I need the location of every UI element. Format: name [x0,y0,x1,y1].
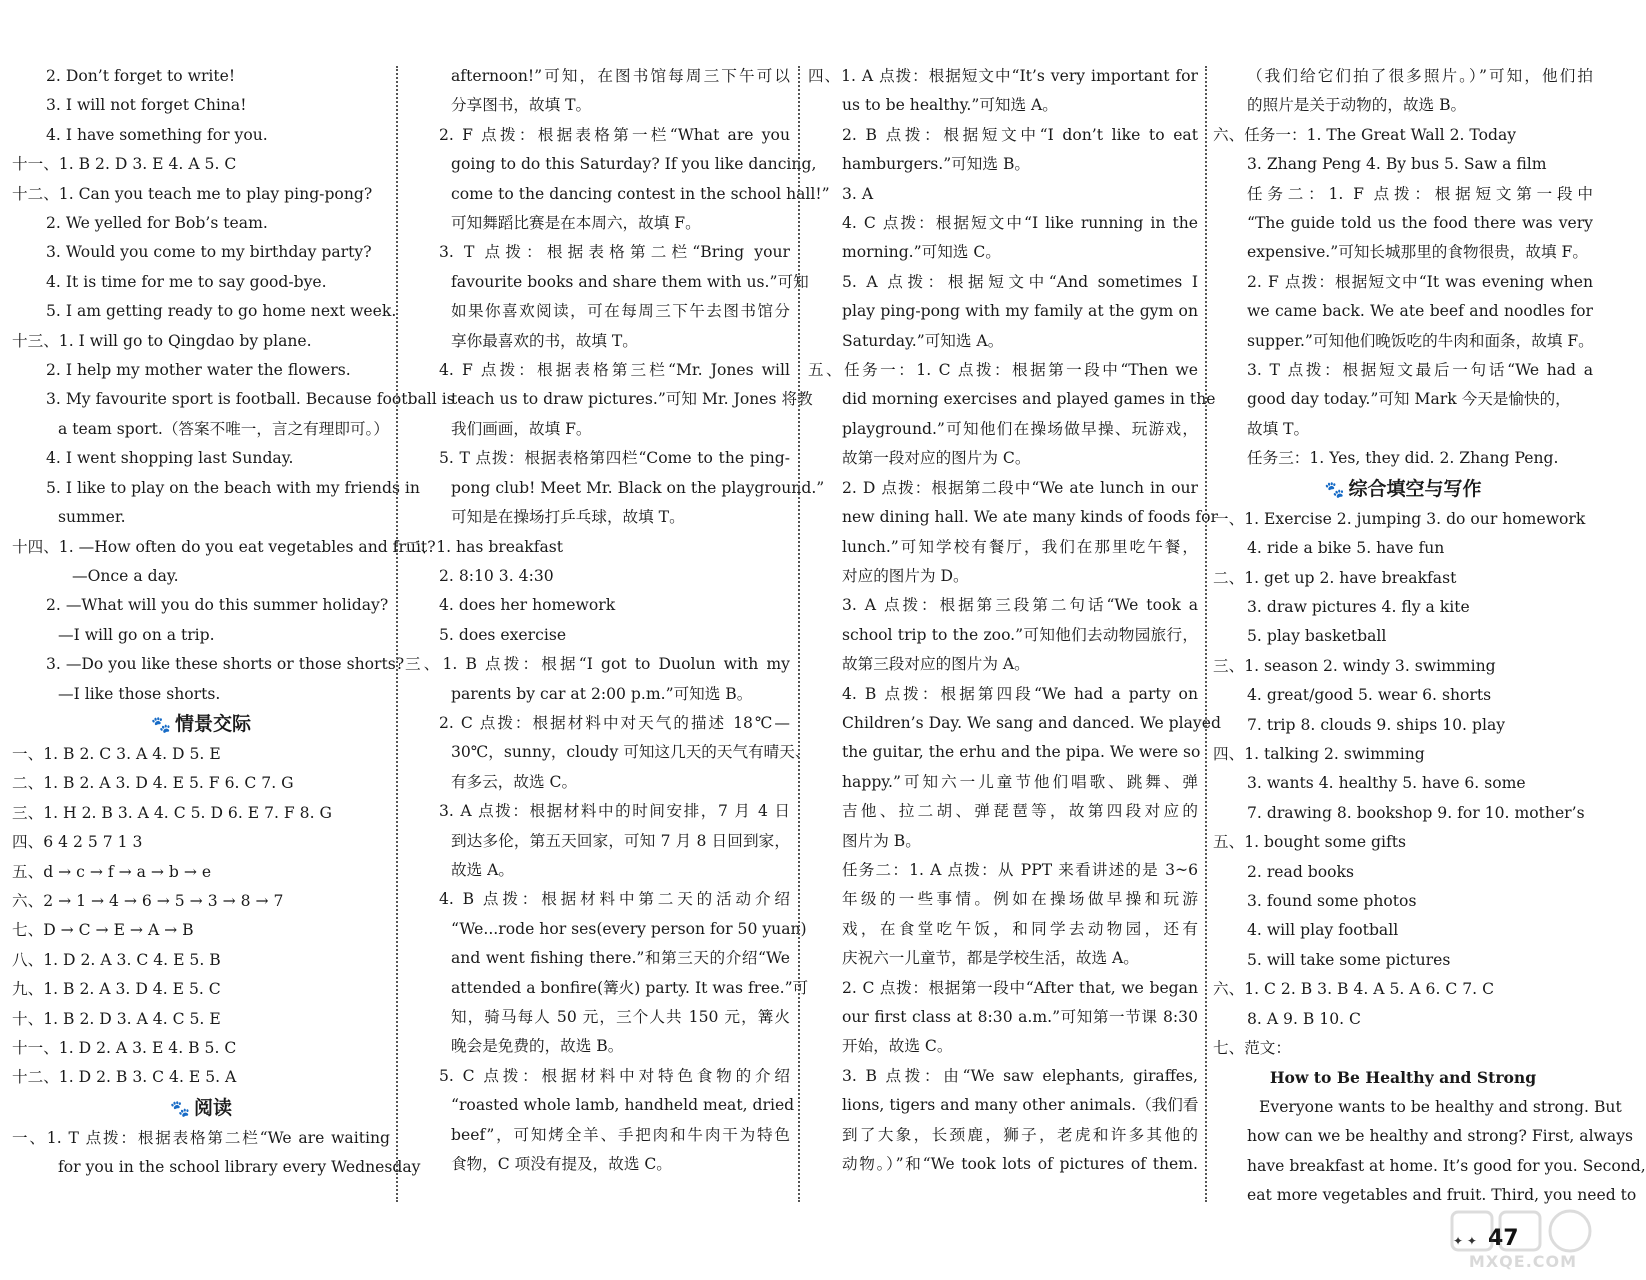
answer-line: happy.”可知六一儿童节他们唱歌、跳舞、弹 [842,772,1198,791]
answer-line: （我们给它们拍了很多照片。）”可知，他们拍 [1247,67,1593,85]
answer-line: 有多云，故选 C。 [451,772,578,791]
watermark-text: MXQE.COM [1468,1252,1578,1271]
answer-line: pong club! Meet Mr. Black on the playground.” [451,478,825,497]
answer-line: 四、6 4 2 5 7 1 3 [12,833,143,852]
answer-line: 知，骑马每人 50 元，三个人共 150 元，篝火 [451,1008,790,1026]
watermark-logo [1448,1208,1598,1276]
paw-icon: 🐾 [170,1098,190,1118]
answer-line: “We...rode hor ses(every person for 50 yuan) [451,919,807,938]
answer-line: 2. —What will you do this summer holiday? [46,596,389,615]
answer-line: 一、1. B 2. C 3. A 4. D 5. E [12,744,221,763]
answer-line: playground.”可知他们在操场做早操、玩游戏， [842,419,1198,438]
answer-line: 2. D 点拨：根据第二段中“We ate lunch in our [842,478,1198,497]
answer-line: Everyone wants to be healthy and strong. But [1259,1097,1622,1116]
answer-line: 2. C 点拨：根据材料中对天气的描述 18℃— [439,713,790,732]
answer-line: 3. T 点拨：根据表格第二栏“Bring your [439,243,790,262]
answer-line: 4. will play football [1247,921,1399,940]
answer-line: —I will go on a trip. [58,625,215,644]
answer-line: 3. A 点拨：根据材料中的时间安排，7 月 4 日 [439,802,790,821]
answer-line: morning.”可知选 C。 [842,243,1001,262]
answer-line: 3. found some photos [1247,891,1417,910]
answer-line: 故填 T。 [1247,419,1310,438]
section-heading-label: 综合填空与写作 [1348,477,1482,500]
answer-line: 十四、1. —How often do you eat vegetables and fruit? [12,537,436,556]
answer-line: —Once a day. [72,566,179,585]
answer-line: 三、1. B 点拨：根据“I got to Duolun with my [405,655,790,674]
answer-line: 故第一段对应的图片为 C。 [842,449,1031,468]
answer-line: attended a bonfire(篝火) party. It was free.”可 [451,978,809,997]
answer-line: 2. Don’t forget to write! [46,67,236,85]
answer-line: 3. T 点拨：根据短文最后一句话“We had a [1247,361,1593,380]
answer-line: 我们画画，故填 F。 [451,419,592,438]
answer-line: Children’s Day. We sang and danced. We played [842,713,1221,732]
answer-line: favourite books and share them with us.”可知 [451,272,809,291]
answer-line: for you in the school library every Wednesday [58,1158,421,1177]
section-heading [12,709,390,740]
answer-line: 十一、1. B 2. D 3. E 4. A 5. C [12,155,237,174]
answer-line: 3. My favourite sport is football. Because football is [46,390,455,409]
column-3 [808,62,1221,1202]
answer-line: 十二、1. D 2. B 3. C 4. E 5. A [12,1068,237,1087]
answer-line: 故第三段对应的图片为 A。 [842,655,1030,674]
answer-line: 5. I am getting ready to go home next week. [46,302,397,321]
answer-line: 2. We yelled for Bob’s team. [46,214,268,233]
answer-line: —I like those shorts. [58,684,221,703]
answer-line: 3. I will not forget China! [46,96,247,115]
answer-line: play ping-pong with my family at the gym on [842,302,1198,321]
section-heading [12,1093,390,1124]
answer-line: 五、d → c → f → a → b → e [12,862,212,881]
answer-line: 四、1. talking 2. swimming [1213,744,1425,763]
answer-line: 4. B 点拨：根据第四段“We had a party on [842,684,1198,703]
answer-line: 3. —Do you like these shorts or those shorts? [46,655,405,674]
answer-line: our first class at 8:30 a.m.”可知第一节课 8:30 [842,1008,1198,1026]
answer-line: 二、1. get up 2. have breakfast [1213,568,1457,587]
answer-line: 戏，在食堂吃午饭，和同学去动物园，还有 [842,919,1198,938]
answer-line: 2. 8:10 3. 4:30 [439,566,554,585]
answer-line: 可知舞蹈比赛是在本周六，故填 F。 [451,214,701,233]
answer-line: 九、1. B 2. A 3. D 4. E 5. C [12,980,221,999]
answer-line: 到了大象，长颈鹿，狮子，老虎和许多其他的 [842,1125,1198,1144]
answer-line: 5. I like to play on the beach with my friends in [46,478,420,497]
answer-line: 5. will take some pictures [1247,950,1451,969]
answer-line: 2. read books [1247,862,1354,881]
answer-line: 3. draw pictures 4. fly a kite [1247,597,1470,616]
answer-line: 七、D → C → E → A → B [12,921,194,940]
column-2 [405,62,830,1202]
section-heading [1213,474,1593,505]
answer-line: we came back. We ate beef and noodles for [1247,302,1593,321]
answer-line: 任务三：1. Yes, they did. 2. Zhang Peng. [1247,449,1559,468]
answer-line: 30℃，sunny，cloudy 可知这几天的天气有晴天、 [451,743,811,762]
answer-line: 七、范文： [1213,1039,1291,1057]
answer-line: 六、2 → 1 → 4 → 6 → 5 → 3 → 8 → 7 [12,891,284,910]
answer-line: 二、1. has breakfast [405,537,564,556]
page-number: 47 [1488,1226,1519,1251]
answer-line: school trip to the zoo.”可知他们去动物园旅行， [842,625,1198,644]
answer-line: 5. C 点拨：根据材料中对特色食物的介绍 [439,1066,790,1085]
answer-line: 如果你喜欢阅读，可在每周三下午去图书馆分 [451,302,790,321]
answer-line: 动物。）”和“We took lots of pictures of them. [842,1155,1198,1174]
answer-line: 8. A 9. B 10. C [1247,1009,1361,1028]
answer-line: 十二、1. Can you teach me to play ping-pong? [12,184,373,203]
column-1 [12,62,455,1202]
answer-line: 4. C 点拨：根据短文中“I like running in the [842,214,1198,233]
answer-line: parents by car at 2:00 p.m.”可知选 B。 [451,684,753,703]
answer-line: 四、1. A 点拨：根据短文中“It’s very important for [808,67,1198,85]
section-heading-label: 阅读 [193,1096,232,1119]
answer-line: 晚会是免费的，故选 B。 [451,1037,624,1056]
answer-line: 4. I have something for you. [46,125,268,144]
answer-line: 4. ride a bike 5. have fun [1247,539,1445,558]
answer-line: did morning exercises and played games in the [842,390,1216,409]
answer-line: 吉他、拉二胡、弹琵琶等，故第四段对应的 [842,802,1198,821]
answer-line: 八、1. D 2. A 3. C 4. E 5. B [12,950,221,969]
answer-line: 4. B 点拨：根据材料中第二天的活动介绍 [439,890,790,909]
answer-line: 三、1. H 2. B 3. A 4. C 5. D 6. E 7. F 8. G [12,803,332,822]
column-divider [396,66,398,1202]
answer-line: 5. does exercise [439,625,567,644]
answer-line: 2. F 点拨：根据表格第一栏“What are you [439,125,790,144]
answer-line: 任务二：1. F 点拨：根据短文第一段中 [1247,184,1593,203]
column-divider [798,66,800,1202]
essay-title: How to Be Healthy and Strong [1269,1068,1537,1088]
answer-line: 六、1. C 2. B 3. B 4. A 5. A 6. C 7. C [1213,980,1495,999]
answer-line: 7. trip 8. clouds 9. ships 10. play [1247,715,1506,734]
answer-line: supper.”可知他们晚饭吃的牛肉和面条，故填 F。 [1247,331,1594,350]
section-heading-label: 情景交际 [174,712,251,735]
answer-line: 5. play basketball [1247,627,1387,646]
answer-line: 7. drawing 8. bookshop 9. for 10. mother’s [1247,803,1585,822]
answer-line: 图片为 B。 [842,831,921,850]
answer-line: 享你最喜欢的书，故填 T。 [451,331,638,350]
column-divider [1205,66,1207,1202]
answer-line: 2. C 点拨：根据第一段中“After that, we began [842,978,1198,997]
answer-line: 庆祝六一儿童节，都是学校生活，故选 A。 [842,949,1139,968]
answer-line: 年级的一些事情。例如在操场做早操和玩游 [842,890,1198,909]
answer-line: beef”，可知烤全羊、手把肉和牛肉干为特色 [451,1125,790,1144]
answer-line: 十一、1. D 2. A 3. E 4. B 5. C [12,1039,237,1057]
answer-line: and went fishing there.”和第三天的介绍“We [451,949,790,968]
answer-line: 5. T 点拨：根据表格第四栏“Come to the ping- [439,449,790,468]
answer-line: eat more vegetables and fruit. Third, you need to [1247,1186,1637,1205]
answer-line: lions, tigers and many other animals.（我们看 [842,1096,1199,1115]
answer-line: the guitar, the erhu and the pipa. We were so [842,743,1201,762]
paw-icon: 🐾 [151,714,171,734]
answer-line: 4. does her homework [439,596,616,615]
answer-line: going to do this Saturday? If you like dancing, [451,155,817,174]
page-number-ornament: ✦ ✦ [1453,1234,1477,1248]
answer-line: 4. F 点拨：根据表格第三栏“Mr. Jones will [439,361,790,380]
answer-line: 任务二：1. A 点拨：从 PPT 来看讲述的是 3~6 [842,860,1198,879]
answer-line: 五、任务一：1. C 点拨：根据第一段中“Then we [808,361,1198,380]
answer-line: 3. B 点拨：由“We saw elephants, giraffes, [842,1066,1198,1085]
watermark-icon [1448,1208,1598,1256]
answer-line: 故选 A。 [451,860,514,879]
answer-line: 4. I went shopping last Sunday. [46,449,294,468]
answer-line: “The guide told us the food there was very [1247,214,1593,233]
answer-line: 一、1. Exercise 2. jumping 3. do our homework [1213,509,1586,528]
answer-line: 对应的图片为 D。 [842,566,969,585]
answer-line: us to be healthy.”可知选 A。 [842,96,1058,115]
answer-line: good day today.”可知 Mark 今天是愉快的， [1247,390,1571,409]
answer-line: 4. great/good 5. wear 6. shorts [1247,686,1492,705]
answer-line: 五、1. bought some gifts [1213,833,1407,852]
answer-line: 二、1. B 2. A 3. D 4. E 5. F 6. C 7. G [12,774,294,793]
column-4 [1213,62,1646,1205]
answer-line: 2. I help my mother water the flowers. [46,361,351,380]
answer-line: 2. B 点拨：根据短文中“I don’t like to eat [842,125,1198,144]
answer-line: 5. A 点拨：根据短文中“And sometimes I [842,272,1198,291]
answer-line: 2. F 点拨：根据短文中“It was evening when [1247,272,1593,291]
answer-line: 4. It is time for me to say good-bye. [46,272,327,291]
answer-line: 一、1. T 点拨：根据表格第二栏“We are waiting [12,1128,390,1147]
answer-line: 十、1. B 2. D 3. A 4. C 5. E [12,1009,221,1028]
answer-line: afternoon!”可知，在图书馆每周三下午可以 [451,67,790,85]
answer-line: new dining hall. We ate many kinds of foods for [842,508,1219,527]
answer-line: 3. Zhang Peng 4. By bus 5. Saw a film [1247,155,1547,174]
answer-line: 到达多伦，第五天回家，可知 7 月 8 日回到家， [451,831,790,850]
answer-line: expensive.”可知长城那里的食物很贵，故填 F。 [1247,243,1588,262]
answer-line: a team sport.（答案不唯一，言之有理即可。） [58,419,389,438]
answer-line: 十三、1. I will go to Qingdao by plane. [12,331,312,350]
answer-line: 的照片是关于动物的，故选 B。 [1247,96,1467,115]
answer-line: 3. A [842,184,874,203]
answer-line: 六、任务一：1. The Great Wall 2. Today [1213,125,1517,144]
answer-line: 3. Would you come to my birthday party? [46,243,372,262]
answer-line: teach us to draw pictures.”可知 Mr. Jones 将教 [451,390,813,409]
answer-line: how can we be healthy and strong? First, always [1247,1127,1634,1146]
answer-line: “roasted whole lamb, handheld meat, dried [451,1096,795,1115]
answer-line: 开始，故选 C。 [842,1037,953,1056]
paw-icon: 🐾 [1324,479,1345,499]
answer-line: come to the dancing contest in the school hall!” [451,184,830,203]
answer-line: Saturday.”可知选 A。 [842,331,1004,350]
answer-line: 三、1. season 2. windy 3. swimming [1213,656,1496,675]
answer-line: 分享图书，故填 T。 [451,96,592,115]
answer-line: 3. wants 4. healthy 5. have 6. some [1247,774,1526,793]
answer-line: 3. A 点拨：根据第三段第二句话“We took a [842,596,1198,615]
answer-line: have breakfast at home. It’s good for you. Second, [1247,1156,1646,1175]
answer-line: hamburgers.”可知选 B。 [842,155,1030,174]
answer-line: 食物，C 项没有提及，故选 C。 [451,1155,672,1174]
answer-line: lunch.”可知学校有餐厅，我们在那里吃午餐， [842,537,1198,556]
answer-line: 可知是在操场打乒乓球，故填 T。 [451,508,685,527]
answer-line: summer. [58,508,126,527]
